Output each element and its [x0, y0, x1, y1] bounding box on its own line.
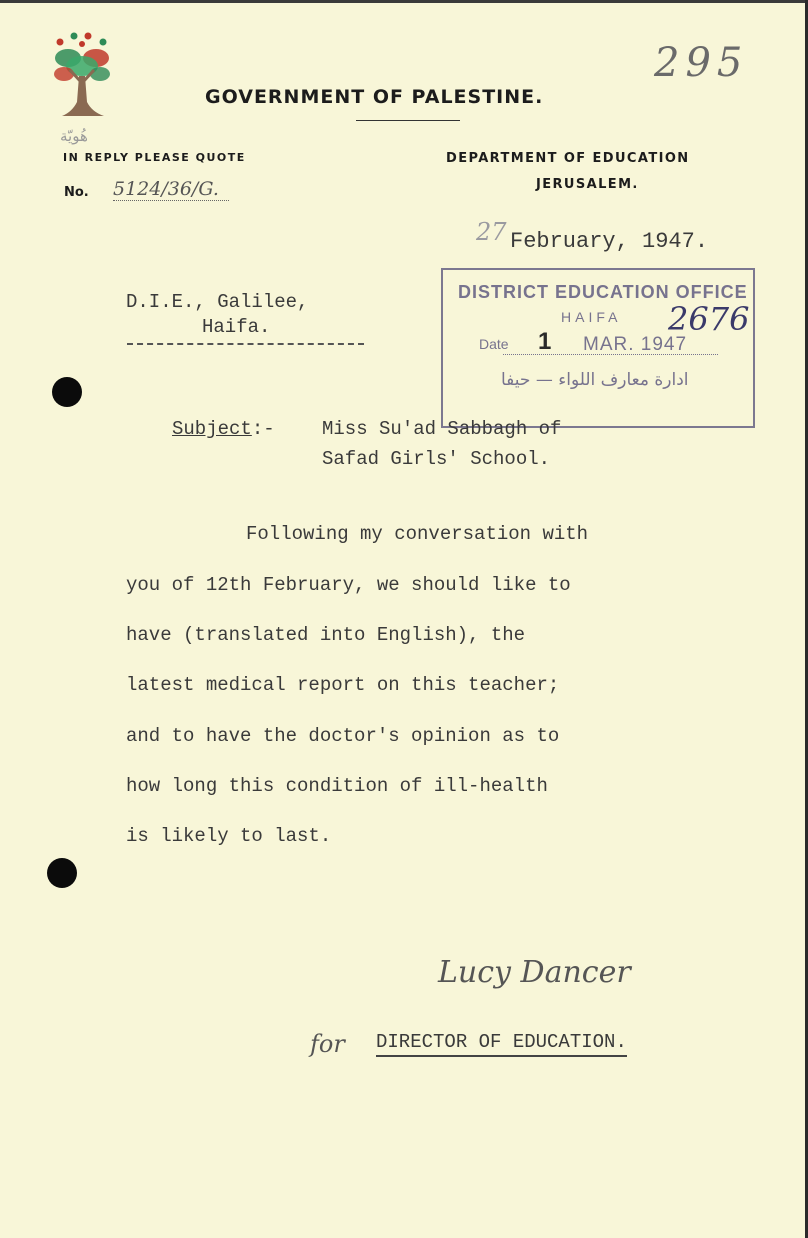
addressee-rule [127, 343, 364, 345]
body-line: have (translated into English), the [126, 624, 526, 646]
body-line: how long this condition of ill-health [126, 775, 548, 797]
top-border [0, 0, 808, 3]
handwritten-signature: Lucy Dancer [438, 955, 631, 990]
reply-prompt: IN REPLY PLEASE QUOTE [63, 151, 246, 164]
stamp-arabic-text: ادارة معارف اللواء — حيفا [501, 370, 689, 390]
stamp-date-day: 1 [538, 328, 552, 355]
subject-label [172, 418, 275, 440]
stamp-date-label: Date [479, 336, 509, 352]
reference-number: 5124/36/G. [113, 178, 229, 201]
hawiya-tree-logo [48, 30, 118, 122]
government-title: GOVERNMENT OF PALESTINE. [205, 86, 544, 108]
signature-for-mark: for [310, 1030, 345, 1058]
signatory-title: DIRECTOR OF EDUCATION. [376, 1031, 627, 1057]
subject-line-2: Safad Girls' School. [322, 448, 551, 470]
received-stamp [441, 268, 755, 428]
archive-page-number: 295 [654, 40, 749, 86]
subject-line-1: Miss Su'ad Sabbagh of [322, 418, 562, 440]
stamp-date-value: MAR. 1947 [583, 334, 688, 355]
date-day: 27 [476, 218, 507, 246]
body-line: you of 12th February, we should like to [126, 574, 571, 596]
title-rule [356, 120, 460, 121]
subject-separator: :- [251, 418, 275, 440]
subject-label-text: Subject [172, 418, 252, 440]
stamp-office: DISTRICT EDUCATION OFFICE [458, 282, 748, 302]
letter-date: February, 1947. [510, 229, 709, 254]
reference-label: No. [64, 185, 89, 200]
department-name: DEPARTMENT OF EDUCATION [446, 151, 690, 166]
stamp-city: HAIFA [561, 309, 622, 325]
punch-hole [52, 377, 82, 407]
body-line: latest medical report on this teacher; [126, 674, 560, 696]
addressee-line-1: D.I.E., Galilee, [126, 291, 309, 313]
body-line: Following my conversation with [246, 523, 589, 545]
stamp-date-dots [503, 354, 718, 355]
stamp-handwritten-number: 2676 [668, 300, 750, 338]
department-city: JERUSALEM. [536, 177, 639, 192]
body-line: and to have the doctor's opinion as to [126, 725, 560, 747]
body-line: is likely to last. [126, 825, 332, 847]
punch-hole [47, 858, 77, 888]
addressee-line-2: Haifa. [202, 316, 271, 338]
logo-arabic-text: هُويّة [60, 127, 88, 145]
